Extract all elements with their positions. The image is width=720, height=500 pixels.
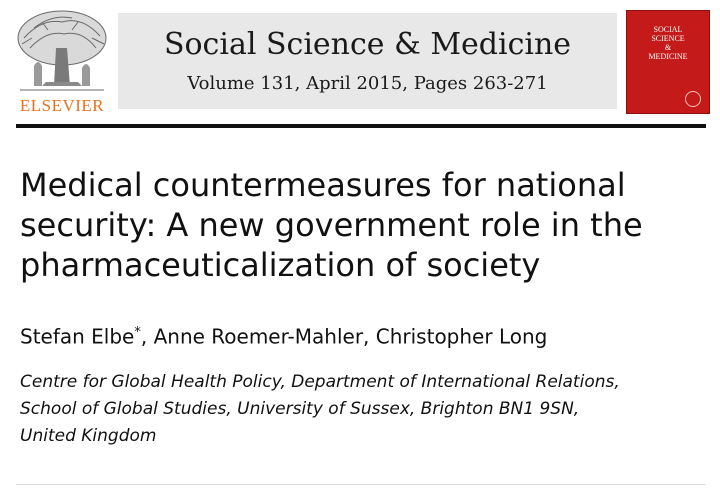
author-separator: , <box>140 324 154 349</box>
corresponding-author-mark[interactable]: * <box>134 325 141 340</box>
author-separator: , <box>363 324 376 349</box>
author-link[interactable]: Stefan Elbe <box>20 324 135 349</box>
elsevier-logo[interactable] <box>12 8 112 116</box>
author-link[interactable]: Anne Roemer-Mahler <box>153 324 364 349</box>
author-link[interactable]: Christopher Long <box>375 324 548 349</box>
affiliation-line: Centre for Global Health Policy, Department of International Relations, <box>20 372 620 392</box>
journal-header <box>0 0 720 130</box>
affiliation-line: School of Global Studies, University of Sussex, Brighton BN1 9SN, <box>20 399 580 419</box>
header-divider <box>16 124 706 128</box>
author-list <box>20 319 710 351</box>
footer-divider <box>16 484 706 485</box>
publisher-name: ELSEVIER <box>19 96 105 115</box>
article-title: Medical countermeasures for national security: A new government role in the pharmaceuticalization of society <box>20 166 643 284</box>
elsevier-tree-icon <box>12 8 112 94</box>
cover-seal-icon <box>685 91 701 107</box>
journal-title-band <box>118 13 617 109</box>
cover-title-text: SOCIAL SCIENCE & MEDICINE <box>648 25 688 61</box>
journal-name-link[interactable]: Social Science & Medicine <box>163 27 572 62</box>
author-affiliation <box>20 369 715 450</box>
affiliation-line: United Kingdom <box>20 426 157 446</box>
journal-issue-info: Volume 131, April 2015, Pages 263-271 <box>187 73 548 94</box>
journal-cover-thumbnail[interactable] <box>626 10 710 114</box>
